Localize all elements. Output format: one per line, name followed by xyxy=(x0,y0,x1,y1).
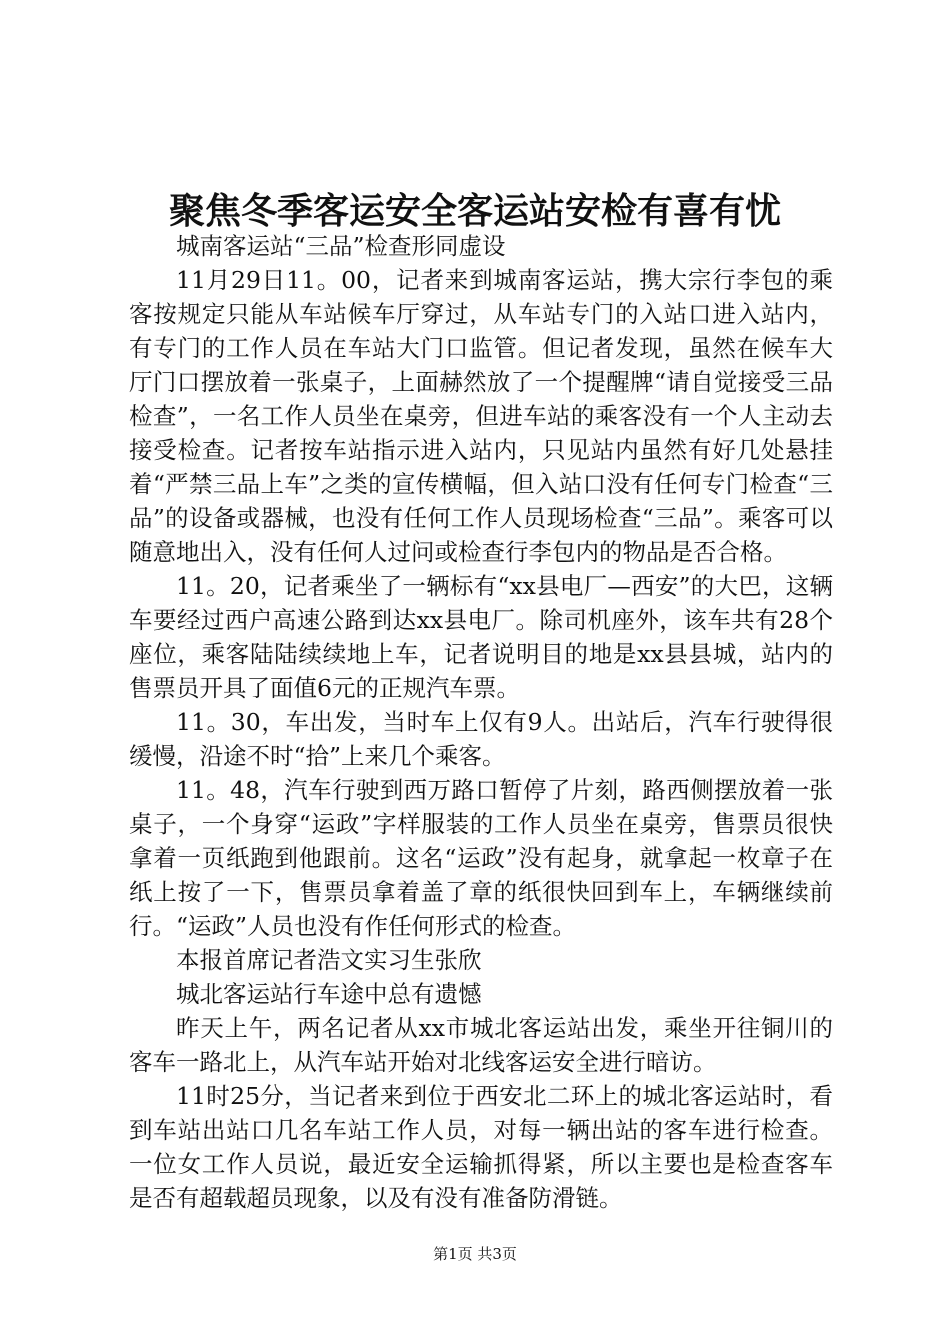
paragraph: 昨天上午，两名记者从xx市城北客运站出发，乘坐开往铜川的客车一路北上，从汽车站开始对北线客运安全进行暗访。 xyxy=(129,1014,833,1076)
article-body xyxy=(129,229,833,1215)
paragraph: 11时25分，当记者来到位于西安北二环上的城北客运站时，看到车站出站口几名车站工作人员，对每一辆出站的客车进行检查。一位女工作人员说，最近安全运输抓得紧，所以主要也是检查客车是否有超载超员现象，以及有没有准备防滑链。 xyxy=(129,1082,833,1212)
page-number-footer: 第1页 共3页 xyxy=(433,1245,517,1263)
section-heading-chengnan: 城南客运站“三品”检查形同虚设 xyxy=(176,232,506,260)
page-title: 聚焦冬季客运安全客运站安检有喜有忧 xyxy=(168,190,781,232)
byline: 本报首席记者浩文实习生张欣 xyxy=(176,946,482,974)
paragraph: 11。48，汽车行驶到西万路口暂停了片刻，路西侧摆放着一张桌子，一个身穿“运政”字样服装的工作人员坐在桌旁，售票员很快拿着一页纸跑到他跟前。这名“运政”没有起身，就拿起一枚章子在纸上按了一下，售票员拿着盖了章的纸很快回到车上，车辆继续前行。“运政”人员也没有作任何形式的检查。 xyxy=(129,776,833,940)
paragraph: 11。20，记者乘坐了一辆标有“xx县电厂—西安”的大巴，这辆车要经过西户高速公路到达xx县电厂。除司机座外，该车共有28个座位，乘客陆陆续续地上车，记者说明目的地是xx县县城，站内的售票员开具了面值6元的正规汽车票。 xyxy=(129,572,833,702)
paragraph: 11月29日11。00，记者来到城南客运站，携大宗行李包的乘客按规定只能从车站候车厅穿过，从车站专门的入站口进入站内，有专门的工作人员在车站大门口监管。但记者发现，虽然在候车大厅门口摆放着一张桌子，上面赫然放了一个提醒牌“请自觉接受三品检查”，一名工作人员坐在桌旁，但进车站的乘客没有一个人主动去接受检查。记者按车站指示进入站内，只见站内虽然有好几处悬挂着“严禁三品上车”之类的宣传横幅，但入站口没有任何专门检查“三品”的设备或器械，也没有任何工作人员现场检查“三品”。乘客可以随意地出入，没有任何人过问或检查行李包内的物品是否合格。 xyxy=(129,266,833,566)
paragraph: 11。30，车出发，当时车上仅有9人。出站后，汽车行驶得很缓慢，沿途不时“拾”上来几个乘客。 xyxy=(129,708,833,770)
section-heading-chengbei: 城北客运站行车途中总有遗憾 xyxy=(176,980,482,1008)
